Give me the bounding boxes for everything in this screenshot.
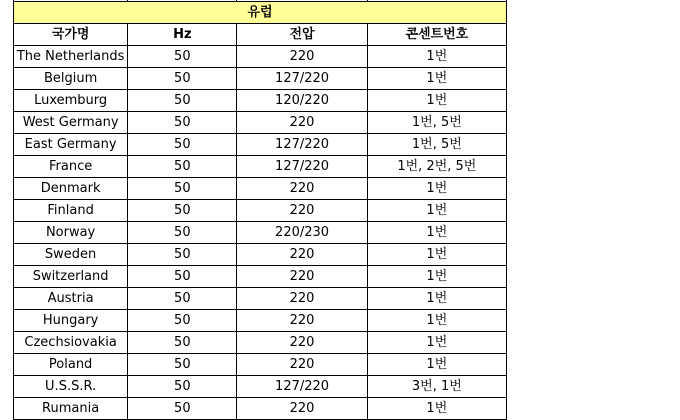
- table-row: [14, 222, 507, 244]
- table-row: [14, 332, 507, 354]
- voltage-cell[interactable]: 220: [237, 46, 367, 68]
- table-row: [14, 112, 507, 134]
- hz-cell[interactable]: 50: [128, 222, 237, 244]
- table-row: [14, 90, 507, 112]
- voltage-cell[interactable]: 220: [237, 200, 367, 222]
- hz-cell[interactable]: 50: [128, 112, 237, 134]
- hz-cell[interactable]: 50: [128, 332, 237, 354]
- country-cell[interactable]: Belgium: [14, 68, 128, 90]
- country-cell[interactable]: Hungary: [14, 310, 128, 332]
- country-cell[interactable]: Poland: [14, 354, 128, 376]
- voltage-cell[interactable]: 127/220: [237, 156, 367, 178]
- plug-cell[interactable]: 3번, 1번: [367, 376, 506, 398]
- hz-cell[interactable]: 50: [128, 354, 237, 376]
- plug-cell[interactable]: 1번: [367, 288, 506, 310]
- plug-cell[interactable]: 1번: [367, 68, 506, 90]
- voltage-cell[interactable]: 220: [237, 332, 367, 354]
- table-row: [14, 200, 507, 222]
- country-cell[interactable]: Sweden: [14, 244, 128, 266]
- table-row: [14, 178, 507, 200]
- table-row: [14, 156, 507, 178]
- voltage-cell[interactable]: 127/220: [237, 134, 367, 156]
- table-row: [14, 354, 507, 376]
- plug-cell[interactable]: 1번: [367, 398, 506, 420]
- country-cell[interactable]: The Netherlands: [14, 46, 128, 68]
- voltage-cell[interactable]: 220: [237, 112, 367, 134]
- hz-cell[interactable]: 50: [128, 90, 237, 112]
- hz-cell[interactable]: 50: [128, 310, 237, 332]
- hz-cell[interactable]: 50: [128, 46, 237, 68]
- header-hz[interactable]: Hz: [128, 24, 237, 46]
- country-cell[interactable]: Switzerland: [14, 266, 128, 288]
- table-body: [14, 0, 507, 420]
- voltage-cell[interactable]: 220: [237, 354, 367, 376]
- hz-cell[interactable]: 50: [128, 244, 237, 266]
- hz-cell[interactable]: 50: [128, 200, 237, 222]
- hz-cell[interactable]: 50: [128, 398, 237, 420]
- hz-cell[interactable]: 50: [128, 266, 237, 288]
- country-cell[interactable]: Luxemburg: [14, 90, 128, 112]
- header-country[interactable]: 국가명: [14, 24, 128, 46]
- region-title[interactable]: 유럽: [14, 2, 507, 24]
- plug-cell[interactable]: 1번: [367, 332, 506, 354]
- table-row: [14, 134, 507, 156]
- country-cell[interactable]: Czechsiovakia: [14, 332, 128, 354]
- country-cell[interactable]: U.S.S.R.: [14, 376, 128, 398]
- table-row: [14, 288, 507, 310]
- voltage-cell[interactable]: 220: [237, 310, 367, 332]
- voltage-cell[interactable]: 220: [237, 244, 367, 266]
- plug-voltage-table: [13, 0, 507, 420]
- country-cell[interactable]: Rumania: [14, 398, 128, 420]
- header-plug[interactable]: 콘센트번호: [367, 24, 506, 46]
- plug-cell[interactable]: 1번: [367, 46, 506, 68]
- voltage-cell[interactable]: 127/220: [237, 68, 367, 90]
- hz-cell[interactable]: 50: [128, 134, 237, 156]
- plug-cell[interactable]: 1번: [367, 354, 506, 376]
- country-cell[interactable]: Finland: [14, 200, 128, 222]
- country-cell[interactable]: Norway: [14, 222, 128, 244]
- table-row: [14, 266, 507, 288]
- hz-cell[interactable]: 50: [128, 288, 237, 310]
- plug-cell[interactable]: 1번: [367, 222, 506, 244]
- table-row: [14, 244, 507, 266]
- voltage-cell[interactable]: 220: [237, 266, 367, 288]
- plug-cell[interactable]: 1번: [367, 310, 506, 332]
- region-row: [14, 2, 507, 24]
- plug-cell[interactable]: 1번, 5번: [367, 112, 506, 134]
- voltage-cell[interactable]: 127/220: [237, 376, 367, 398]
- header-row: [14, 24, 507, 46]
- header-voltage[interactable]: 전압: [237, 24, 367, 46]
- country-cell[interactable]: Denmark: [14, 178, 128, 200]
- plug-cell[interactable]: 1번: [367, 200, 506, 222]
- voltage-cell[interactable]: 220: [237, 288, 367, 310]
- table-row: [14, 68, 507, 90]
- table-row: [14, 376, 507, 398]
- hz-cell[interactable]: 50: [128, 156, 237, 178]
- plug-cell[interactable]: 1번: [367, 178, 506, 200]
- country-cell[interactable]: Austria: [14, 288, 128, 310]
- voltage-cell[interactable]: 120/220: [237, 90, 367, 112]
- plug-cell[interactable]: 1번: [367, 90, 506, 112]
- plug-cell[interactable]: 1번, 2번, 5번: [367, 156, 506, 178]
- voltage-cell[interactable]: 220: [237, 178, 367, 200]
- table-row: [14, 310, 507, 332]
- plug-cell[interactable]: 1번: [367, 244, 506, 266]
- country-cell[interactable]: West Germany: [14, 112, 128, 134]
- table-row: [14, 46, 507, 68]
- plug-cell[interactable]: 1번, 5번: [367, 134, 506, 156]
- country-cell[interactable]: France: [14, 156, 128, 178]
- hz-cell[interactable]: 50: [128, 68, 237, 90]
- plug-cell[interactable]: 1번: [367, 266, 506, 288]
- hz-cell[interactable]: 50: [128, 178, 237, 200]
- voltage-cell[interactable]: 220/230: [237, 222, 367, 244]
- voltage-cell[interactable]: 220: [237, 398, 367, 420]
- country-cell[interactable]: East Germany: [14, 134, 128, 156]
- hz-cell[interactable]: 50: [128, 376, 237, 398]
